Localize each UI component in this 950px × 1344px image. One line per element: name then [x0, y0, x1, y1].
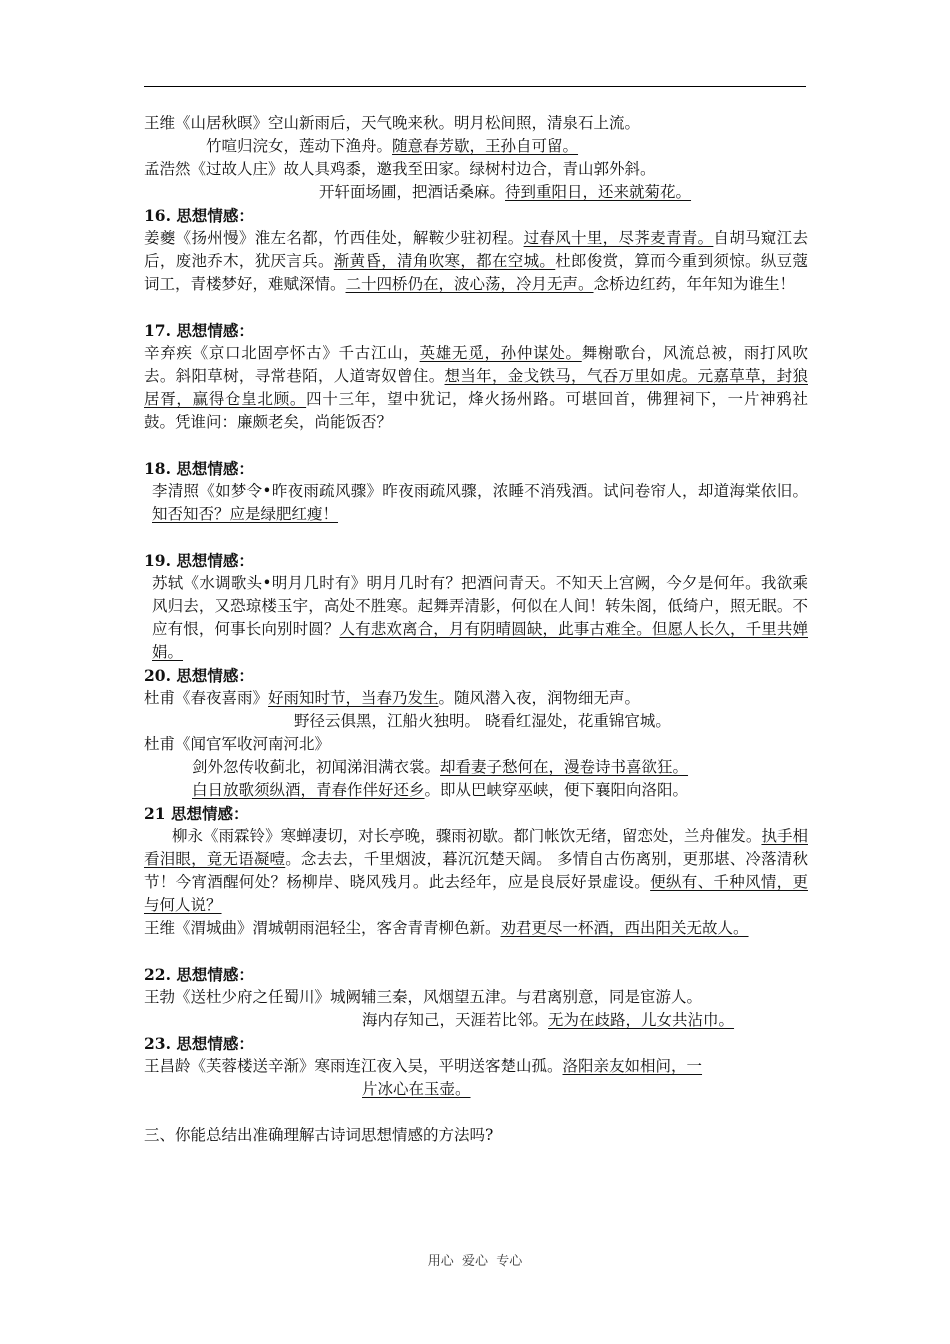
- poem-line: [144, 779, 808, 802]
- underlined-text: 无为在歧路，儿女共沾巾。: [548, 1011, 735, 1029]
- underlined-text: 白日放歌须纵酒，青春作伴好还乡: [192, 781, 425, 799]
- poem-text: 。随风潜入夜，润物细无声。: [438, 689, 641, 707]
- underlined-text: 渐黄昏，清角吹寒，都在空城。: [333, 252, 556, 270]
- underlined-text: 随意春芳歇，王孙自可留。: [392, 137, 579, 155]
- poem-text: 。即从巴峡穿巫峡，便下襄阳向洛阳。: [424, 781, 689, 799]
- poem-line: [144, 112, 808, 135]
- poem-line: [144, 135, 808, 158]
- section-16-text: [144, 227, 808, 296]
- poem-text: 杜甫《春夜喜雨》: [144, 689, 269, 707]
- poem-text: 王昌龄《芙蓉楼送辛渐》寒雨连江夜入吴，平明送客楚山孤。: [144, 1057, 563, 1075]
- poem-text: 念桥边红药，年年知为谁生！: [593, 275, 796, 293]
- poem-line: 野径云俱黑，江船火独明。 晓看红湿处，花重锦官城。: [294, 712, 671, 730]
- document-body: [144, 112, 808, 1147]
- section-heading-20: 20. 思想情感：: [144, 666, 254, 685]
- poem-line: [144, 1009, 808, 1032]
- poem-text: 杜郎俊赏，算而今重到须惊。纵豆蔻词工，青楼梦好，难赋深情。: [144, 252, 808, 293]
- poem-text: 竹喧归浣女，莲动下渔舟。: [206, 137, 393, 155]
- underlined-text: 英雄无觅，孙仲谋处。: [419, 344, 582, 362]
- poem-text: 辛弃疾《京口北固亭怀古》千古江山，: [144, 344, 420, 362]
- underlined-text: 洛阳亲友如相问，一: [562, 1057, 703, 1075]
- section-21-text: [144, 825, 808, 917]
- poem-line: [144, 158, 808, 181]
- poem-text: 自胡马窥江去后，废池乔木，犹厌言兵。: [144, 229, 808, 270]
- poem-line: [144, 1055, 808, 1078]
- poem-text: 苏轼《水调歌头•明月几时有》明月几时有？把酒问青天。不知天上宫阙，今夕是何年。我欲乘风归去，又恐琼楼玉宇，高处不胜寒。起舞弄清影，何似在人间！转朱阁，低绮户，照无眠。不应有恨，何事长向别时圆？: [152, 574, 808, 638]
- underlined-text: 知否知否？应是绿肥红瘦！: [152, 505, 339, 523]
- poem-text: 柳永《雨霖铃》寒蝉凄切，对长亭晚，骤雨初歇。都门帐饮无绪，留恋处，兰舟催发。: [172, 827, 762, 845]
- poem-text: 海内存知己，天涯若比邻。: [362, 1011, 549, 1029]
- poem-text: 李清照《如梦令•昨夜雨疏风骤》昨夜雨疏风骤，浓睡不消残酒。试问卷帘人，却道海棠依旧。: [152, 482, 808, 500]
- section-heading-22: 22. 思想情感：: [144, 965, 254, 984]
- section-18-text: [144, 480, 808, 526]
- underlined-text: 想当年，金戈铁马，气吞万里如虎。元嘉草草，封狼居胥，赢得仓皇北顾。: [144, 367, 808, 408]
- section-heading-16: 16. 思想情感：: [144, 206, 254, 225]
- underlined-text: 二十四桥仍在，波心荡，冷月无声。: [345, 275, 594, 293]
- underlined-text: 片冰心在玉壶。: [362, 1080, 471, 1098]
- section-heading-18: 18. 思想情感：: [144, 459, 254, 478]
- poem-text: 剑外忽传收蓟北，初闻涕泪满衣裳。: [192, 758, 441, 776]
- poem-line: 杜甫《闻官军收河南河北》: [144, 735, 331, 753]
- poem-line: [144, 687, 808, 710]
- underlined-text: 人有悲欢离合，月有阴晴圆缺，此事古难全。但愿人长久，千里共婵娟。: [152, 620, 808, 661]
- section-17-text: [144, 342, 808, 434]
- poem-line: [144, 1078, 808, 1101]
- underlined-text: 劝君更尽一杯酒，西出阳关无故人。: [500, 919, 749, 937]
- poem-line: [144, 181, 808, 204]
- section-heading-23: 23. 思想情感：: [144, 1034, 254, 1053]
- poem-text: 姜夔《扬州慢》淮左名都，竹西佳处，解鞍少驻初程。: [144, 229, 524, 247]
- underlined-text: 待到重阳日，还来就菊花。: [505, 183, 692, 201]
- poem-text: 四十三年，望中犹记，烽火扬州路。可堪回首，佛狸祠下，一片神鸦社鼓。凭谁问：廉颇老矣，尚能饭否？: [144, 390, 808, 431]
- section-heading-21: 21 思想情感：: [144, 804, 249, 823]
- poem-text: 舞榭歌台，风流总被，雨打风吹去。斜阳草树，寻常巷陌，人道寄奴曾住。: [144, 344, 808, 385]
- poem-line: [144, 756, 808, 779]
- underlined-text: 便纵有、千种风情，更与何人说？: [144, 873, 808, 914]
- section-heading-19: 19. 思想情感：: [144, 551, 254, 570]
- poem-line: 王勃《送杜少府之任蜀川》城阙辅三秦，风烟望五津。与君离别意，同是宦游人。: [144, 988, 703, 1006]
- poem-text: 王维《渭城曲》渭城朝雨浥轻尘，客舍青青柳色新。: [144, 919, 501, 937]
- section-19-text: [144, 572, 808, 664]
- header-rule: [144, 86, 806, 87]
- section-heading-17: 17. 思想情感：: [144, 321, 254, 340]
- underlined-text: 执手相看泪眼，竟无语凝噎: [144, 827, 808, 868]
- section-three-question: 三、你能总结出准确理解古诗词思想情感的方法吗?: [144, 1126, 494, 1144]
- poem-text: 王维《山居秋暝》空山新雨后，天气晚来秋。明月松间照，清泉石上流。: [144, 114, 641, 132]
- poem-text: 开轩面场圃，把酒话桑麻。: [319, 183, 506, 201]
- page-footer: 用心 爱心 专心: [427, 1254, 523, 1269]
- underlined-text: 却看妻子愁何在，漫卷诗书喜欲狂。: [440, 758, 689, 776]
- poem-text: 。念去去，千里烟波，暮沉沉楚天阔。 多情自古伤离别，更那堪、冷落清秋节！今宵酒醒何处？杨柳岸、晓风残月。此去经年，应是良辰好景虚设。: [144, 850, 808, 891]
- section-21b-text: [144, 917, 808, 940]
- underlined-text: 好雨知时节，当春乃发生: [268, 689, 439, 707]
- poem-text: 孟浩然《过故人庄》故人具鸡黍，邀我至田家。绿树村边合，青山郭外斜。: [144, 160, 656, 178]
- underlined-text: 过春风十里，尽荠麦青青。: [523, 229, 714, 247]
